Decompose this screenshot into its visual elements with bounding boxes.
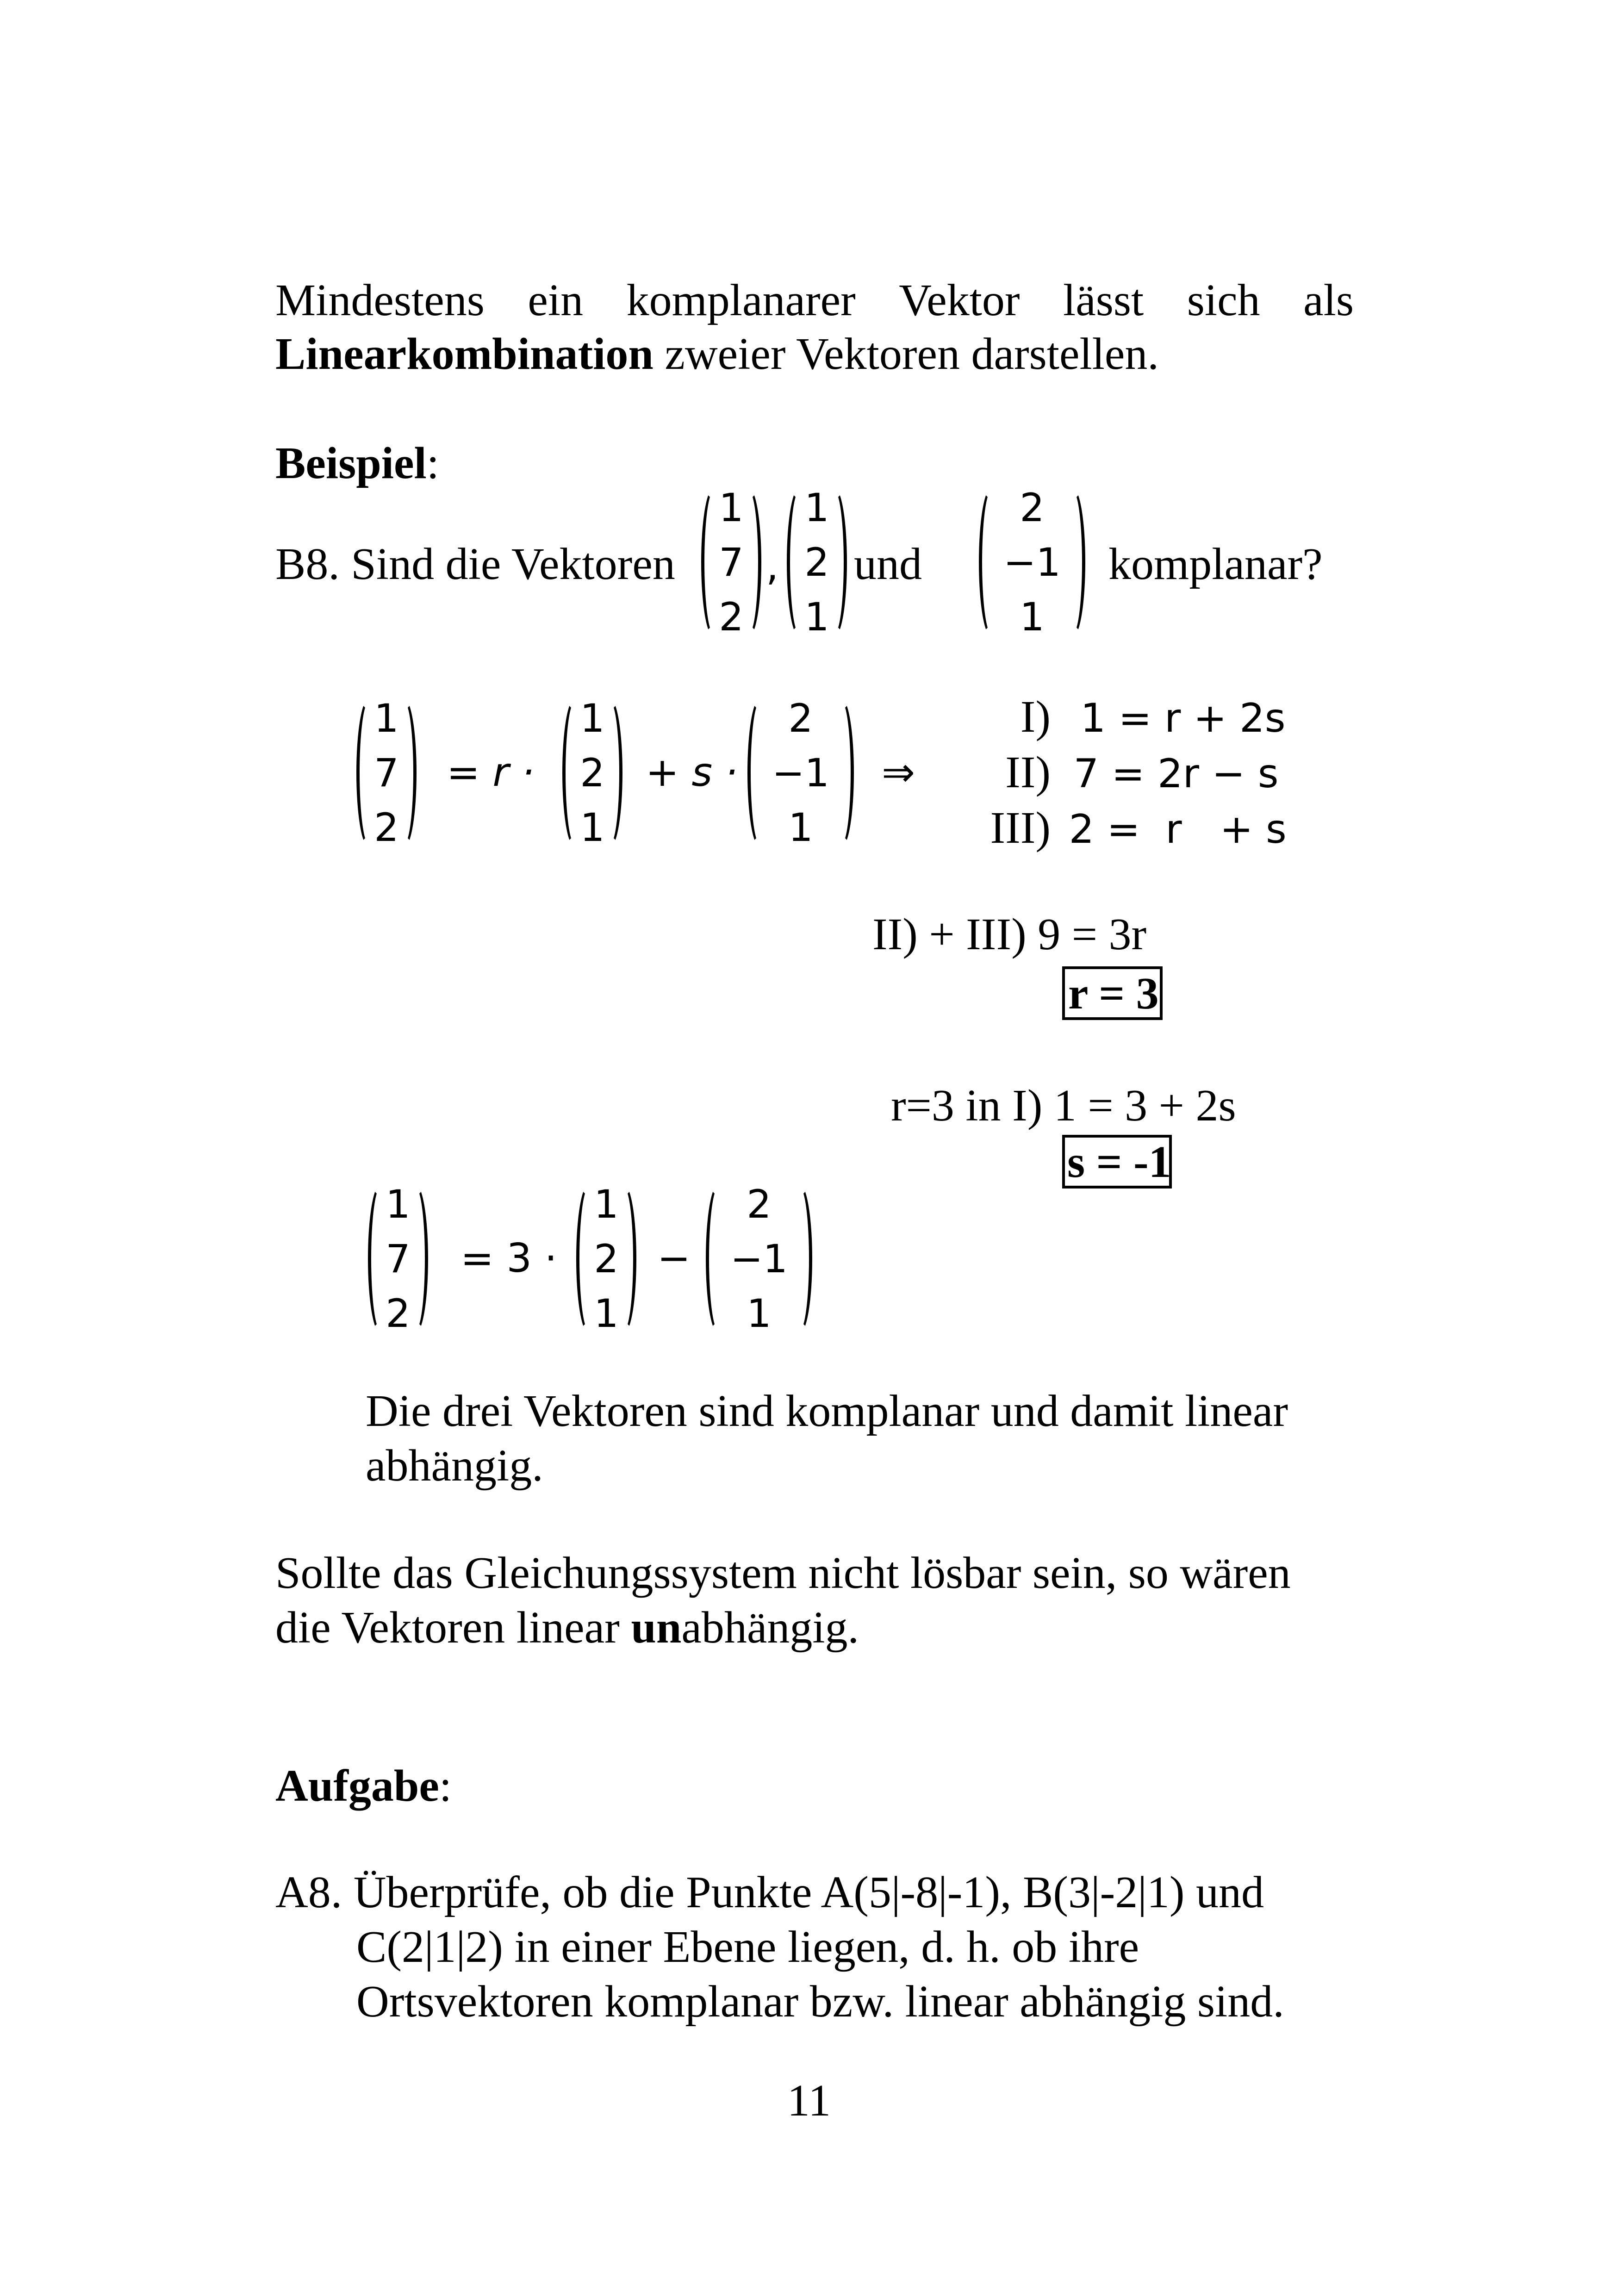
- intro-word: als: [1303, 275, 1354, 325]
- solve-step-2: r=3 in I) 1 = 3 + 2s: [891, 1081, 1236, 1131]
- vector-entry: 2: [719, 594, 744, 640]
- eq1-r-vector: [562, 696, 622, 850]
- vector-entry: 7: [386, 1236, 411, 1282]
- conclusion: [366, 1384, 1288, 1493]
- vector-entry: 2: [1020, 485, 1045, 530]
- intro-word: ein: [528, 275, 584, 325]
- term-linearkombination: Linearkombination: [275, 329, 653, 379]
- a8-line-2: C(2|1|2) in einer Ebene liegen, d. h. ob ihre: [356, 1922, 1139, 1972]
- eq1-plus-s: + s ·: [646, 749, 738, 796]
- vector-entry: 1: [580, 696, 605, 741]
- vector-entry: 1: [594, 1182, 619, 1227]
- aufgabe-colon: :: [439, 1761, 452, 1811]
- a8-line-3: Ortsvektoren komplanar bzw. linear abhängig sind.: [356, 1977, 1284, 2027]
- vector-entry: 1: [1020, 594, 1045, 640]
- system-label: III): [990, 803, 1051, 853]
- eq1-equals-r: = r ·: [447, 749, 535, 796]
- vector-entry: −1: [730, 1236, 788, 1282]
- b8-und: und: [854, 539, 922, 589]
- note-line-2-b: abhängig.: [681, 1603, 859, 1653]
- beispiel-colon: :: [426, 438, 439, 488]
- intro-line-1: [275, 273, 1354, 328]
- note-line-1: Sollte das Gleichungssystem nicht lösbar sein, so wären: [275, 1548, 1291, 1598]
- vector-entry: 1: [594, 1291, 619, 1336]
- b8-comma: ,: [766, 543, 779, 590]
- aufgabe-label: Aufgabe: [275, 1761, 439, 1811]
- vector-entry: 1: [719, 485, 744, 530]
- page-number: 11: [787, 2076, 831, 2126]
- vector-entry: 1: [747, 1291, 772, 1336]
- system-label: I): [1020, 692, 1051, 742]
- aufgabe-heading: [275, 1759, 452, 1813]
- vector-entry: 2: [804, 540, 829, 585]
- vector-entry: 1: [804, 594, 829, 640]
- system-equation: 7 = 2r − s: [1073, 751, 1279, 797]
- system-equation: 2 = r + s: [1069, 806, 1287, 852]
- vector-entry: 2: [788, 696, 813, 741]
- eq1-s-vector: [747, 696, 854, 850]
- b8-vector-2: [787, 485, 847, 640]
- conclusion-line-2: abhängig.: [366, 1441, 543, 1491]
- eq2-minus: −: [657, 1235, 691, 1282]
- beispiel-heading: [275, 436, 439, 491]
- b8-tail: komplanar?: [1108, 539, 1323, 589]
- a8-line-1: A8. Überprüfe, ob die Punkte A(5|-8|-1), B(3|-2|1) und: [275, 1867, 1264, 1917]
- note-line-2: [275, 1600, 1291, 1655]
- vector-entry: 1: [386, 1182, 411, 1227]
- eq2-vector-2: [706, 1182, 812, 1336]
- eq1-lhs-vector: [356, 696, 417, 850]
- note-emphasis-un: un: [631, 1603, 682, 1653]
- vector-entry: 7: [374, 750, 399, 796]
- system-row-III: [965, 801, 1287, 857]
- vector-entry: 1: [788, 805, 813, 850]
- intro-word: komplanarer: [626, 275, 856, 325]
- intro-word: Mindestens: [275, 275, 485, 325]
- eq2-lhs-vector: [368, 1182, 428, 1336]
- intro-word: sich: [1187, 275, 1260, 325]
- a8-exercise: [275, 1865, 1284, 2029]
- vector-entry: 2: [747, 1182, 772, 1227]
- vector-entry: −1: [772, 750, 829, 796]
- vector-entry: 2: [386, 1291, 411, 1336]
- implies-arrow: ⇒: [882, 749, 915, 796]
- vector-entry: 2: [594, 1236, 619, 1282]
- b8-vector-3: [979, 485, 1085, 640]
- vector-entry: 2: [374, 805, 399, 850]
- r-result: r = 3: [1068, 969, 1159, 1019]
- note-paragraph: [275, 1546, 1291, 1655]
- vector-entry: 1: [374, 696, 399, 741]
- vector-entry: −1: [1003, 540, 1061, 585]
- vector-entry: 2: [580, 750, 605, 796]
- intro-word: lässt: [1063, 275, 1144, 325]
- vector-entry: 1: [804, 485, 829, 530]
- solve-step-1: II) + III) 9 = 3r: [872, 909, 1147, 959]
- eq2-equals-3: = 3 ·: [461, 1235, 557, 1282]
- intro-line-2: [275, 327, 1159, 381]
- system-equation: 1 = r + 2s: [1080, 695, 1286, 741]
- s-result: s = -1: [1067, 1137, 1171, 1187]
- b8-lead: B8. Sind die Vektoren: [275, 539, 675, 589]
- vector-entry: 1: [580, 805, 605, 850]
- conclusion-line-1: Die drei Vektoren sind komplanar und damit linear: [366, 1386, 1288, 1436]
- b8-vector-1: [701, 485, 761, 640]
- system-row-I: [965, 690, 1286, 746]
- eq2-vector-1: [576, 1182, 636, 1336]
- vector-entry: 7: [719, 540, 744, 585]
- system-row-II: [965, 745, 1279, 801]
- beispiel-label: Beispiel: [275, 438, 427, 488]
- intro-word: Vektor: [899, 275, 1020, 325]
- system-label: II): [1005, 747, 1051, 797]
- intro-line-2-rest: zweier Vektoren darstellen.: [653, 329, 1159, 379]
- note-line-2-a: die Vektoren linear: [275, 1603, 631, 1653]
